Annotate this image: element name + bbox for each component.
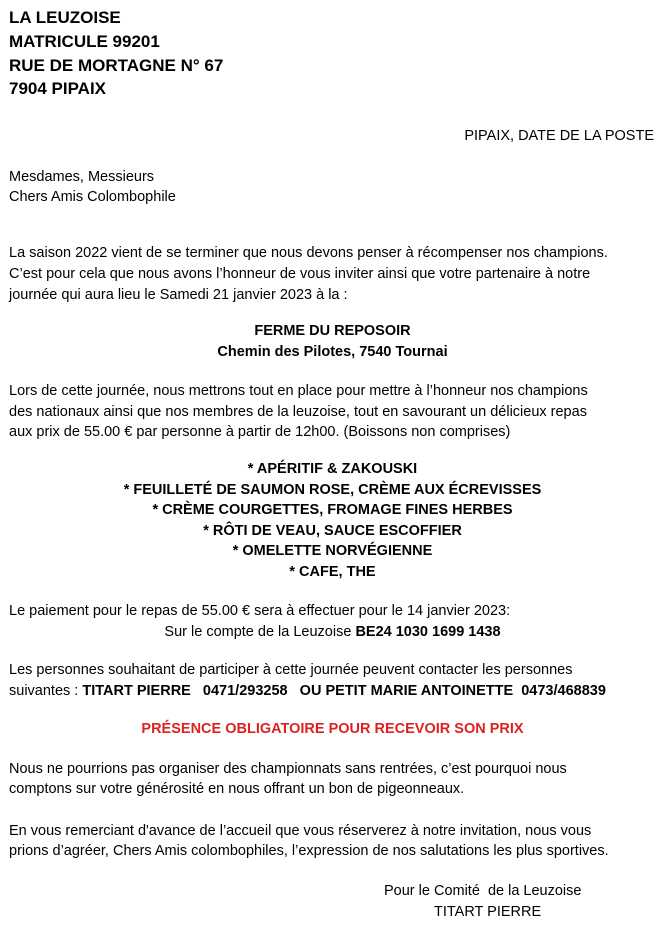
sender-matricule: MATRICULE 99201 bbox=[9, 32, 160, 51]
menu-item-omelette: * OMELETTE NORVÉGIENNE bbox=[232, 543, 433, 559]
salutation-line-2: Chers Amis Colombophile bbox=[9, 189, 176, 205]
payment-line: Le paiement pour le repas de 55.00 € sera à effectuer pour le 14 janvier 2023: bbox=[9, 603, 511, 619]
menu-item-creme: * CRÈME COURGETTES, FROMAGE FINES HERBES bbox=[152, 502, 513, 518]
contacts-names-phones: TITART PIERRE 0471/293258 OU PETIT MARIE ANTOINETTE 0473/468839 bbox=[82, 683, 606, 699]
closing-line-1: En vous remerciant d'avance de l’accueil que vous réserverez à notre invitation, nous vous bbox=[9, 823, 592, 839]
request-line-1: Nous ne pourrions pas organiser des championnats sans rentrées, c’est pourquoi nous bbox=[9, 761, 567, 777]
date-line: PIPAIX, DATE DE LA POSTE bbox=[464, 128, 654, 144]
intro-line-3: journée qui aura lieu le Samedi 21 janvier 2023 à la : bbox=[9, 287, 348, 303]
venue-address: Chemin des Pilotes, 7540 Tournai bbox=[217, 344, 448, 360]
menu-item-cafe: * CAFE, THE bbox=[289, 564, 376, 580]
sender-club-name: LA LEUZOISE bbox=[9, 8, 121, 27]
contacts-line-2 bbox=[9, 681, 606, 701]
venue-name: FERME DU REPOSOIR bbox=[254, 323, 411, 339]
salutation-line-1: Mesdames, Messieurs bbox=[9, 169, 155, 185]
request-line-2: comptons sur votre générosité en nous offrant un bon de pigeonneaux. bbox=[9, 781, 465, 797]
payment-account-number: BE24 1030 1699 1438 bbox=[355, 624, 501, 640]
signature-name: TITART PIERRE bbox=[434, 904, 542, 920]
closing-line-2: prions d’agréer, Chers Amis colombophiles, l’expression de nos salutations les plus sportives. bbox=[9, 843, 609, 859]
menu-item-feuillete: * FEUILLETÉ DE SAUMON ROSE, CRÈME AUX ÉCREVISSES bbox=[123, 482, 542, 498]
menu-item-roti: * RÔTI DE VEAU, SAUCE ESCOFFIER bbox=[203, 523, 462, 539]
intro-line-2: C’est pour cela que nous avons l’honneur de vous inviter ainsi que votre partenaire à notre bbox=[9, 266, 591, 282]
payment-account bbox=[0, 622, 665, 642]
contacts-line-1: Les personnes souhaitant de participer à cette journée peuvent contacter les personnes bbox=[9, 662, 573, 678]
description-line-3: aux prix de 55.00 € par personne à partir de 12h00. (Boissons non comprises) bbox=[9, 424, 511, 440]
contacts-prefix: suivantes : bbox=[9, 683, 79, 699]
intro-line-1: La saison 2022 vient de se terminer que nous devons penser à récompenser nos champions. bbox=[9, 245, 608, 261]
menu-item-aperitif: * APÉRITIF & ZAKOUSKI bbox=[247, 461, 418, 477]
sender-street: RUE DE MORTAGNE N° 67 bbox=[9, 56, 224, 75]
description-line-2: des nationaux ainsi que nos membres de la leuzoise, tout en savourant un délicieux repas bbox=[9, 404, 587, 420]
signature-line-1: Pour le Comité de la Leuzoise bbox=[384, 883, 582, 899]
attendance-notice: PRÉSENCE OBLIGATOIRE POUR RECEVOIR SON PRIX bbox=[141, 721, 524, 737]
sender-city: 7904 PIPAIX bbox=[9, 79, 107, 98]
payment-account-prefix: Sur le compte de la Leuzoise bbox=[164, 624, 352, 640]
description-line-1: Lors de cette journée, nous mettrons tout en place pour mettre à l’honneur nos champions bbox=[9, 383, 588, 399]
